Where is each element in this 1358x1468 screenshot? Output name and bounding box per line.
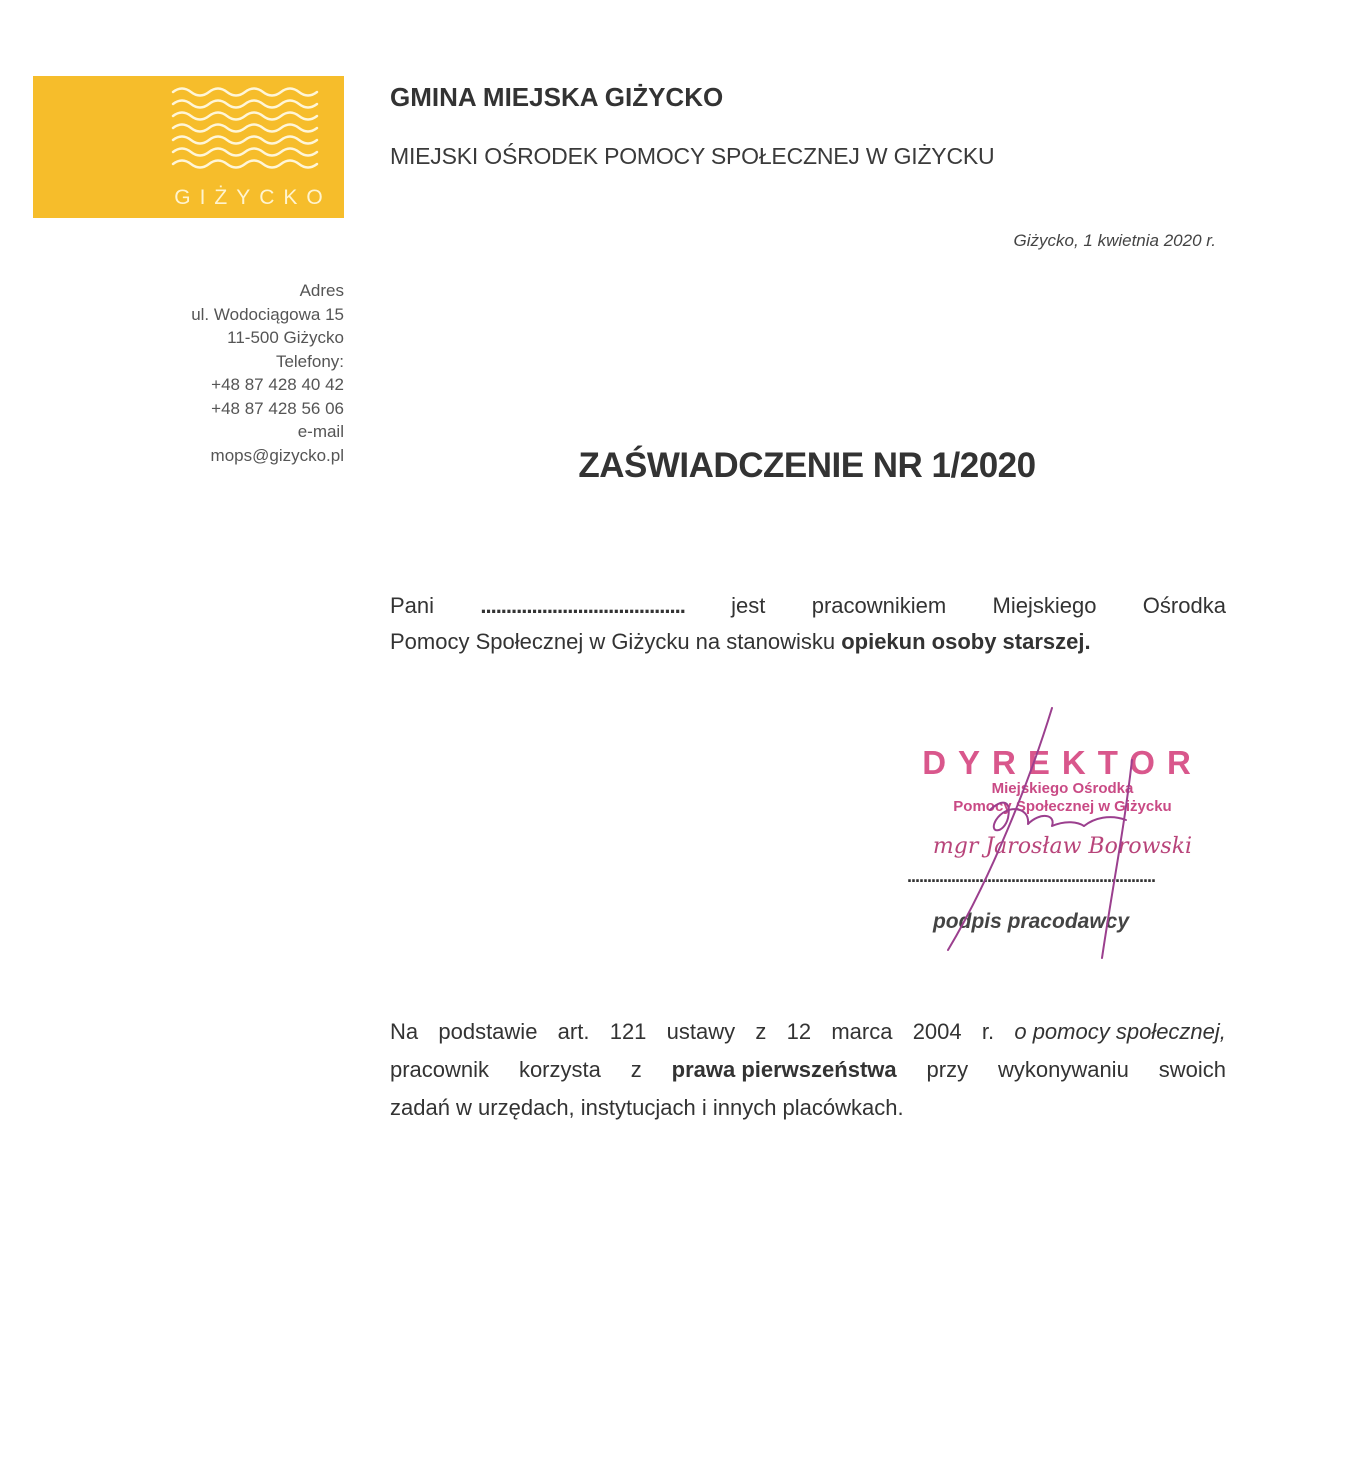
word: z: [755, 1019, 767, 1044]
word: ustawy: [666, 1019, 736, 1044]
word: korzysta: [518, 1057, 601, 1082]
word: Na: [390, 1019, 419, 1044]
contact-phone-2: +48 87 428 56 06: [211, 398, 344, 418]
contact-street: ul. Wodociągowa 15: [191, 304, 344, 324]
word: Ośrodka: [1142, 593, 1226, 618]
word: wykonywaniu: [997, 1057, 1129, 1082]
paragraph-line: [390, 1089, 1226, 1127]
document-date: Giżycko, 1 kwietnia 2020 r.: [1013, 231, 1216, 250]
document-title: ZAŚWIADCZENIE NR 1/2020: [578, 446, 1036, 485]
line-text: Pomocy Społecznej w Giżycku na stanowisku: [390, 629, 842, 654]
legal-basis-paragraph: [390, 1013, 1226, 1127]
word: marca: [831, 1019, 893, 1044]
stamp-name: mgr Jarosław Borowski: [932, 834, 1193, 859]
contact-email: mops@gizycko.pl: [210, 445, 344, 465]
act-name: o pomocy społecznej,: [1014, 1019, 1226, 1044]
word: art.: [557, 1019, 590, 1044]
stamp-line-2: Pomocy Społecznej w Giżycku: [953, 798, 1172, 815]
contact-email-label: e-mail: [297, 422, 344, 441]
stamp-title: DYREKTOR: [922, 744, 1203, 781]
word: swoich: [1158, 1057, 1226, 1082]
paragraph-line: [390, 1051, 1226, 1089]
word: 2004: [912, 1019, 962, 1044]
waves-icon: [33, 76, 344, 218]
paragraph-line: [390, 624, 1226, 660]
word: z: [630, 1057, 642, 1082]
org-title: GMINA MIEJSKA GIŻYCKO: [390, 82, 724, 112]
stamp-line-1: Miejskiego Ośrodka: [991, 780, 1134, 797]
word: pracownikiem: [811, 593, 947, 618]
word: Pani: [390, 593, 435, 618]
contact-block: [84, 279, 344, 467]
contact-phones-label: Telefony:: [275, 351, 344, 371]
position-name: opiekun osoby starszej.: [841, 629, 1091, 654]
word: r.: [981, 1019, 995, 1044]
word: przy: [926, 1057, 969, 1082]
org-subtitle: MIEJSKI OŚRODEK POMOCY SPOŁECZNEJ W GIŻYCKU: [390, 143, 995, 169]
signature-label: podpis pracodawcy: [932, 910, 1130, 933]
word: pracownik: [390, 1057, 490, 1082]
line-text: zadań w urzędach, instytucjach i innych placówkach.: [390, 1095, 904, 1120]
word: podstawie: [438, 1019, 538, 1044]
word: 121: [609, 1019, 647, 1044]
contact-address-label: Adres: [299, 281, 344, 300]
paragraph-line: [390, 588, 1226, 624]
contact-phone-1: +48 87 428 40 42: [211, 375, 344, 394]
logo-word: GIŻYCKO: [174, 186, 332, 209]
certificate-paragraph: [390, 588, 1226, 660]
priority-right: prawa pierwszeństwa: [671, 1057, 897, 1082]
word: Miejskiego: [992, 593, 1097, 618]
word: 12: [786, 1019, 812, 1044]
director-stamp: [880, 700, 1240, 970]
blank-dots: ........................................: [480, 593, 685, 618]
word: jest: [731, 593, 766, 618]
contact-city: 11-500 Giżycko: [227, 328, 344, 347]
paragraph-line: [390, 1013, 1226, 1051]
logo: [33, 76, 344, 218]
handwritten-signature: [880, 700, 1240, 970]
signature-dots: ..............................................................: [906, 866, 1156, 886]
